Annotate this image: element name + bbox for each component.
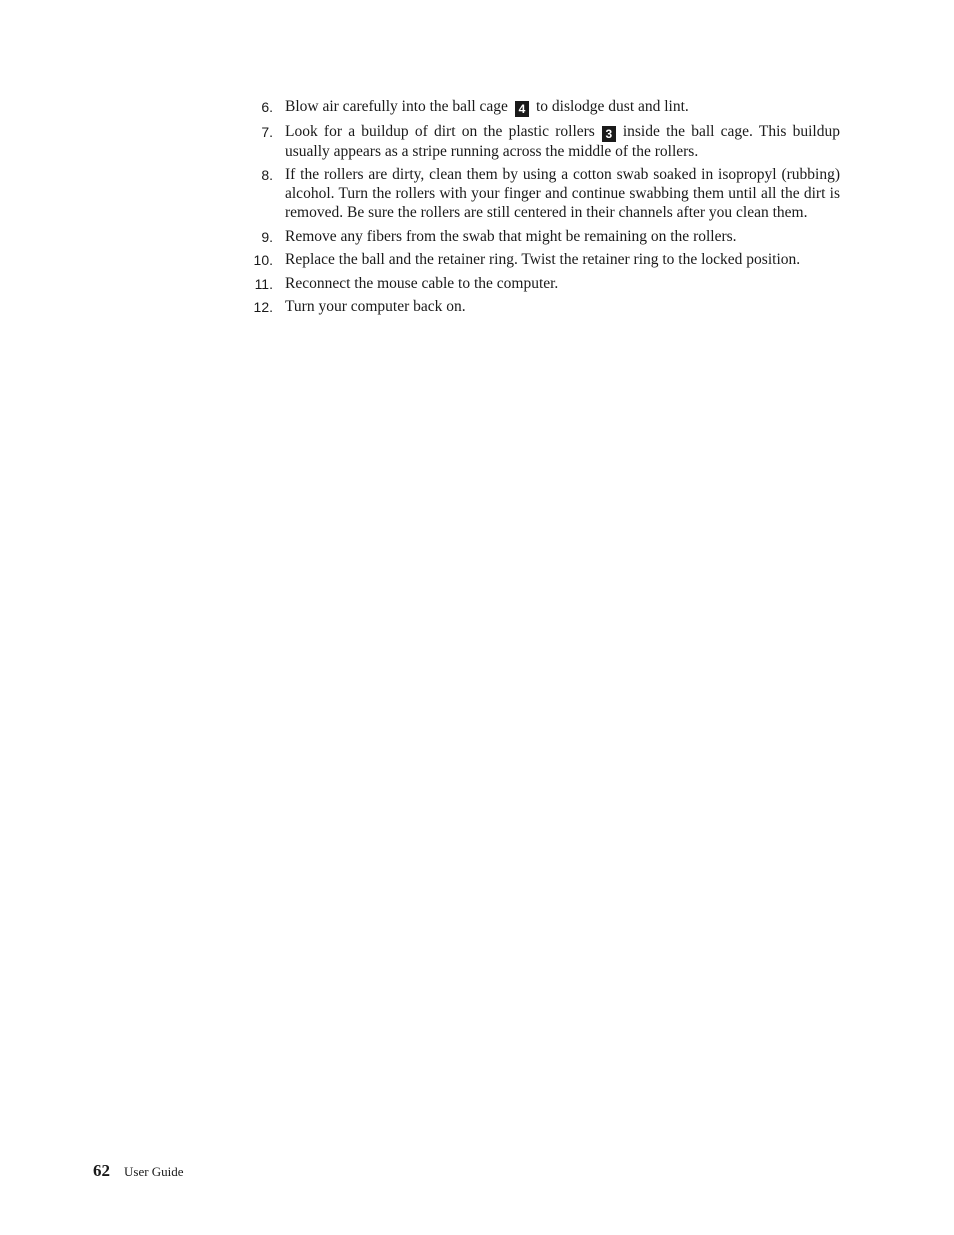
step-list	[250, 97, 840, 321]
step-6	[250, 97, 840, 117]
step-number: 10.	[253, 252, 273, 268]
step-text: inside the ball cage. This buildup usually appears as a stripe running across the middle of the rollers.	[285, 122, 840, 160]
step-number: 9.	[261, 228, 273, 245]
callout-badge: 4	[515, 101, 529, 117]
page-number: 62	[93, 1161, 110, 1180]
step-text: Look for a buildup of dirt on the plastic rollers	[285, 122, 595, 140]
step-11	[250, 274, 840, 293]
step-text: Turn your computer back on.	[285, 298, 466, 315]
step-text: to dislodge dust and lint.	[535, 98, 689, 115]
step-text: Remove any fibers from the swab that might be remaining on the rollers.	[285, 227, 737, 245]
page-footer	[93, 1161, 184, 1181]
step-10	[250, 250, 840, 269]
step-9	[250, 227, 840, 246]
step-number: 11.	[254, 275, 273, 292]
step-8	[250, 165, 840, 222]
step-text: Reconnect the mouse cable to the computer.	[285, 274, 559, 292]
step-number: 6.	[261, 99, 273, 115]
step-number: 7.	[261, 123, 273, 140]
step-7	[250, 122, 840, 161]
step-text: If the rollers are dirty, clean them by using a cotton swab soaked in isopropyl (rubbing) alcohol. Turn the rollers with your finger and continue swabbing them until all the dirt is removed. Be sure the rollers are still centered in their channels after you clean them.	[285, 166, 840, 221]
callout-badge: 3	[602, 126, 616, 142]
book-title: User Guide	[124, 1164, 184, 1179]
step-text: Blow air carefully into the ball cage	[285, 98, 508, 115]
step-12	[250, 297, 840, 316]
step-text: Replace the ball and the retainer ring. Twist the retainer ring to the locked position.	[285, 251, 801, 268]
step-number: 8.	[261, 167, 273, 183]
step-number: 12.	[253, 299, 273, 315]
